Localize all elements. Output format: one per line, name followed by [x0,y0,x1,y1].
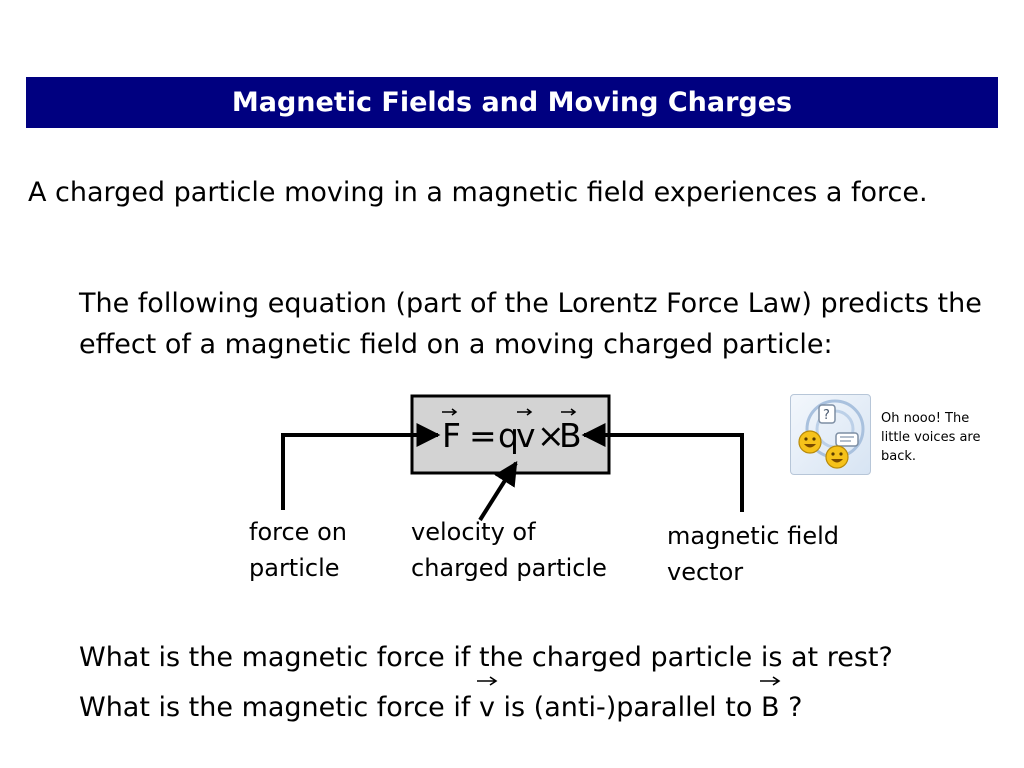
eq-velocity-symbol: v [516,416,536,455]
question2-after: ? [788,692,803,723]
intro-paragraph: A charged particle moving in a magnetic field experiences a force. [28,177,928,208]
voices-thinking-icon [790,394,871,475]
question2-b-vector: B [761,692,780,723]
force-label: force on particle [249,518,347,582]
svg-text:F = q v × [442,416,582,455]
field-label: magnetic field vector [667,522,839,586]
eq-equals: = [469,416,497,455]
velocity-label: velocity of charged particle [411,518,607,582]
side-note: Oh nooo! The little voices are back. [881,411,981,464]
eq-field-symbol: B [559,416,582,455]
eq-cross: × [537,416,565,455]
question-at-rest: What is the magnetic force if the charged particle is at rest? [79,642,893,673]
equation-intro-paragraph: The following equation (part of the Lorentz Force Law) predicts the effect of a magnetic field on a moving charged particle: [79,288,982,360]
question2-before: What is the magnetic force if [79,692,479,723]
question2-middle: is (anti-)parallel to [503,692,761,723]
slide-title: Magnetic Fields and Moving Charges [231,87,793,118]
vector-arrow-icon [476,676,498,686]
question-parallel [79,692,802,723]
eq-charge-symbol: q [498,416,519,455]
question2-v-vector: v [479,692,495,723]
vector-arrow-icon [759,676,781,686]
eq-force-symbol: F [442,416,461,455]
svg-text:?: ? [823,408,830,423]
